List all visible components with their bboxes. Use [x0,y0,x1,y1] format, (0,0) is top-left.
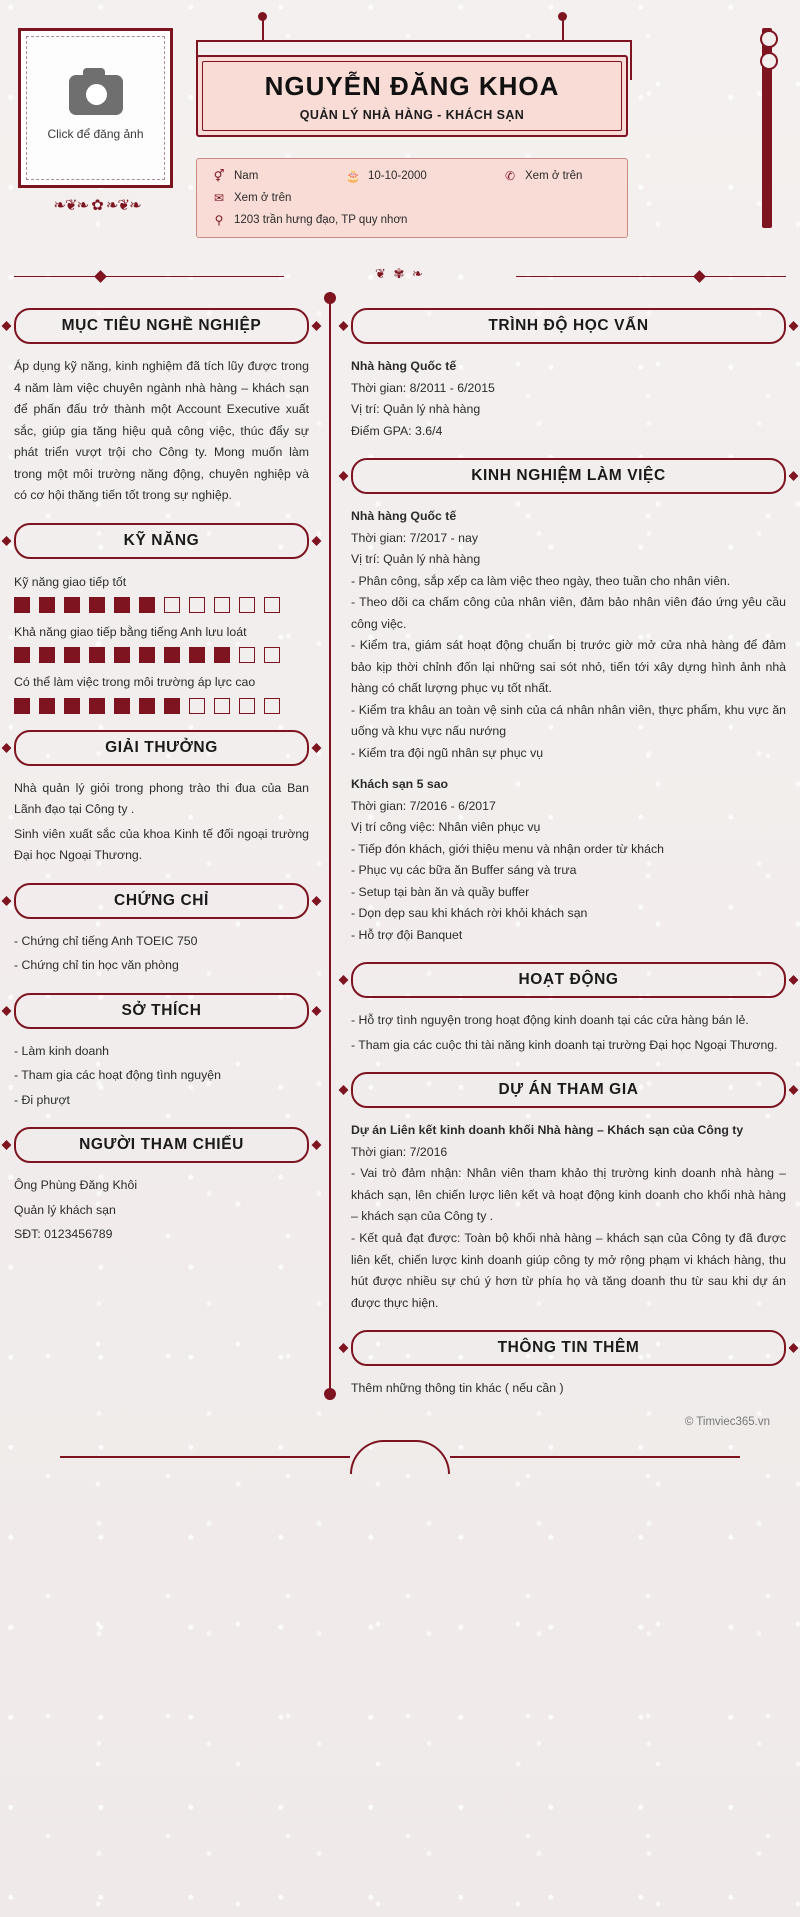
header-divider [0,262,800,292]
section-title: HOẠT ĐỘNG [351,962,786,998]
section-title: MỤC TIÊU NGHỀ NGHIỆP [14,308,309,344]
birthday-value: 10-10-2000 [368,170,427,182]
project-line: Thời gian: 7/2016 [351,1144,448,1159]
section-additional-header [351,1330,786,1366]
skill-square[interactable] [114,647,130,663]
phone-item [502,169,582,183]
section-title: CHỨNG CHỈ [14,883,309,919]
column-separator [319,292,341,1400]
skill-item [14,621,309,663]
section-objective-header [14,308,309,344]
skill-item [14,571,309,613]
header-tick [262,20,264,42]
award-line: Nhà quản lý giỏi trong phong trào thi đua của Ban Lãnh đạo tại Công ty . [14,780,309,817]
header-circle-icon [760,52,778,70]
left-column [14,292,319,1400]
email-value: Xem ở trên [234,192,292,204]
skill-square[interactable] [139,597,155,613]
skill-square[interactable] [214,647,230,663]
separator-dot [324,292,336,304]
section-title: KỸ NĂNG [14,523,309,559]
section-experience-header [351,458,786,494]
resume-header [0,0,800,258]
gender-value: Nam [234,170,259,182]
skill-square[interactable] [64,597,80,613]
education-line: Vị trí: Quản lý nhà hàng [351,402,481,417]
gender-icon: ⚥ [213,169,225,183]
activity-line: - Tham gia các cuộc thi tài năng kinh doanh tại trường Đại học Ngoại Thương. [351,1037,778,1052]
separator-line [329,292,331,1400]
skill-square[interactable] [214,698,230,714]
experience-company: Nhà hàng Quốc tế [351,509,457,524]
section-title: NGƯỜI THAM CHIẾU [14,1127,309,1163]
skill-square[interactable] [64,647,80,663]
experience-block [351,506,786,946]
skill-square[interactable] [89,597,105,613]
skill-label: Có thể làm việc trong môi trường áp lực cao [14,675,256,690]
section-awards-header [14,730,309,766]
header-circle-icon [760,30,778,48]
header-frame-right [630,40,632,80]
hobbies-list [14,1041,309,1112]
envelope-icon: ✉ [213,191,225,205]
reference-line: SĐT: 0123456789 [14,1227,113,1242]
section-projects-header [351,1072,786,1108]
skill-square[interactable] [189,698,205,714]
education-block [351,356,786,442]
photo-ornament-icon: ❧❦❧ ✿ ❧❦❧ [53,197,141,214]
skill-square[interactable] [239,647,255,663]
project-line: - Vai trò đảm nhận: Nhân viên tham khảo thị trường kinh doanh nhà hàng – khách sạn, lên chiến lược liên kết và hoạt động kinh doanh cho khối nhà hàng – khách sạn của Công ty . [351,1166,786,1224]
job-title: QUẢN LÝ NHÀ HÀNG - KHÁCH SẠN [299,107,525,122]
education-line: Điểm GPA: 3.6/4 [351,423,443,438]
right-column [341,292,786,1400]
skill-square[interactable] [164,597,180,613]
skill-square[interactable] [189,597,205,613]
skill-square[interactable] [39,647,55,663]
references-list [14,1175,309,1246]
cake-icon: 🎂 [345,169,361,183]
objective-text: Áp dụng kỹ năng, kinh nghiệm đã tích lũy được trong 4 năm làm việc chuyên ngành nhà hàng – khách sạn để phấn đấu trở thành một Account Executive xuất sắc, giúp gia tăng hiệu quả công việc, thúc đẩy sự phát triển vượt trội cho Công ty. Mong muốn làm trong một môi trường năng động, chuyên nghiệp và có cơ hội thăng tiến tốt trong sự nghiệp. [14,359,309,503]
header-tick [562,20,564,42]
experience-line: Thời gian: 7/2017 - nay [351,530,479,545]
skill-square[interactable] [14,647,30,663]
section-certificates-header [14,883,309,919]
bottom-line-left [60,1456,350,1458]
address-value: 1203 trần hưng đạo, TP quy nhơn [234,214,408,226]
skill-square[interactable] [239,698,255,714]
projects-block [351,1120,786,1314]
skill-square[interactable] [164,698,180,714]
section-title: KINH NGHIỆM LÀM VIỆC [351,458,786,494]
education-school: Nhà hàng Quốc tế [351,359,457,373]
header-dot [258,12,267,21]
experience-line: - Phân công, sắp xếp ca làm việc theo ngày, theo tuần cho nhân viên. [351,573,731,588]
contact-row [211,191,613,205]
bottom-line-right [450,1456,740,1458]
divider-diamond-icon [94,270,107,283]
experience-line: - Hỗ trợ đội Banquet [351,927,463,942]
photo-upload-box[interactable] [18,28,173,188]
bottom-ornament [0,1434,800,1474]
hobby-line: - Tham gia các hoạt động tình nguyện [14,1068,221,1083]
address-item [211,213,407,227]
gender-item [211,169,323,183]
section-title: DỰ ÁN THAM GIA [351,1072,786,1108]
section-education-header [351,308,786,344]
skill-square[interactable] [39,597,55,613]
header-dot [558,12,567,21]
experience-line: - Tiếp đón khách, giới thiệu menu và nhận order từ khách [351,841,664,856]
activity-line: - Hỗ trợ tình nguyện trong hoạt động kinh doanh tại các cửa hàng bán lẻ. [351,1013,749,1028]
experience-line: - Kiểm tra khâu an toàn vệ sinh của cá nhân nhân viên, thực phẩm, khu vực ăn uống và khu vực nấu nướng [351,702,786,739]
skill-square[interactable] [14,698,30,714]
skill-square[interactable] [114,698,130,714]
skill-square[interactable] [239,597,255,613]
full-name: NGUYỄN ĐĂNG KHOA [264,70,560,101]
skill-square[interactable] [89,698,105,714]
skill-square[interactable] [14,597,30,613]
divider-diamond-icon [693,270,706,283]
section-title: GIẢI THƯỞNG [14,730,309,766]
activities-list [351,1010,786,1056]
hobby-line: - Làm kinh doanh [14,1043,110,1058]
skill-square[interactable] [164,647,180,663]
divider-line-right [516,276,786,277]
resume-columns [0,292,800,1400]
experience-line: - Theo dõi ca chấm công của nhân viên, đảm bảo nhân viên đáo ứng yêu cầu công việc. [351,595,786,631]
awards-list [14,778,309,867]
name-frame [196,55,628,137]
contact-info-box [196,158,628,238]
experience-line: Vị trí: Quản lý nhà hàng [351,552,481,567]
skill-label: Kỹ năng giao tiếp tốt [14,574,127,589]
photo-placeholder[interactable] [26,36,165,180]
divider-line-left [14,276,284,277]
experience-line: Thời gian: 7/2016 - 6/2017 [351,798,496,813]
project-name: Dự án Liên kết kinh doanh khối Nhà hàng – Khách sạn của Công ty [351,1123,744,1138]
skills-list [14,571,309,714]
birthday-item [345,169,480,183]
skill-rating[interactable] [14,698,309,714]
section-references-header [14,1127,309,1163]
experience-line: Vị trí công việc: Nhân viên phục vụ [351,820,541,835]
spacer [351,764,786,774]
skill-square[interactable] [114,597,130,613]
certificates-list [14,931,309,977]
skill-square[interactable] [189,647,205,663]
skill-item [14,671,309,713]
experience-line: - Setup tại bàn ăn và quầy buffer [351,884,530,899]
divider-ornament-icon: ❦ ✾ ❧ [375,266,425,281]
experience-line: - Phục vụ các bữa ăn Buffer sáng và trưa [351,863,577,878]
skill-square[interactable] [139,647,155,663]
additional-text: Thêm những thông tin khác ( nếu cần ) [351,1381,564,1396]
skill-rating[interactable] [14,597,309,613]
award-line: Sinh viên xuất sắc của khoa Kinh tế đối ngoại trường Đại học Ngoại Thương. [14,826,309,863]
section-title: THÔNG TIN THÊM [351,1330,786,1366]
project-line: - Kết quả đạt được: Toàn bộ khối nhà hàng – khách sạn của Công ty đã được liên kết, chiến lược kinh doanh giúp công ty mở rộng phạm vi khách hàng, thu hút được nhiều sự chú ý hơn từ phía họ và tăng doanh thu từ sau khi dự án được thực hiện. [351,1230,786,1310]
skill-square[interactable] [264,647,280,663]
skill-square[interactable] [264,597,280,613]
section-skills-header [14,523,309,559]
section-title: TRÌNH ĐỘ HỌC VẤN [351,308,786,344]
skill-square[interactable] [264,698,280,714]
certificate-line: - Chứng chỉ tin học văn phòng [14,958,179,973]
photo-caption: Click để đăng ảnh [47,127,144,141]
phone-icon: ✆ [504,169,516,183]
contact-row [211,169,613,183]
experience-line: - Dọn dẹp sau khi khách rời khỏi khách sạn [351,906,588,921]
contact-row [211,213,613,227]
email-item [211,191,291,205]
hobby-line: - Đi phượt [14,1092,70,1107]
separator-dot [324,1388,336,1400]
skill-square[interactable] [64,698,80,714]
camera-icon [69,75,123,115]
skill-square[interactable] [139,698,155,714]
section-activities-header [351,962,786,998]
reference-line: Ông Phùng Đăng Khôi [14,1178,138,1193]
certificate-line: - Chứng chỉ tiếng Anh TOEIC 750 [14,933,198,948]
skill-rating[interactable] [14,647,309,663]
skill-square[interactable] [89,647,105,663]
footer-credit: © Timviec365.vn [684,1415,770,1428]
skill-square[interactable] [214,597,230,613]
section-title: SỞ THÍCH [14,993,309,1029]
location-icon: ⚲ [214,213,224,227]
skill-label: Khả năng giao tiếp bằng tiếng Anh lưu loát [14,624,247,639]
section-hobbies-header [14,993,309,1029]
reference-line: Quản lý khách sạn [14,1202,116,1217]
bottom-arc-icon [350,1440,450,1474]
experience-company: Khách sạn 5 sao [351,777,449,792]
skill-square[interactable] [39,698,55,714]
education-line: Thời gian: 8/2011 - 6/2015 [351,380,495,395]
phone-value: Xem ở trên [525,170,583,182]
experience-line: - Kiểm tra, giám sát hoạt động chuẩn bị trước giờ mở cửa nhà hàng để đảm bảo kịp thời chỉnh đốn lại những sai sót nhỏ, tiến tới xây dựng hình ảnh nhà hàng có chất lượng phục vụ tốt nhất. [351,638,786,696]
experience-line: - Kiểm tra đội ngũ nhân sự phục vụ [351,745,544,760]
